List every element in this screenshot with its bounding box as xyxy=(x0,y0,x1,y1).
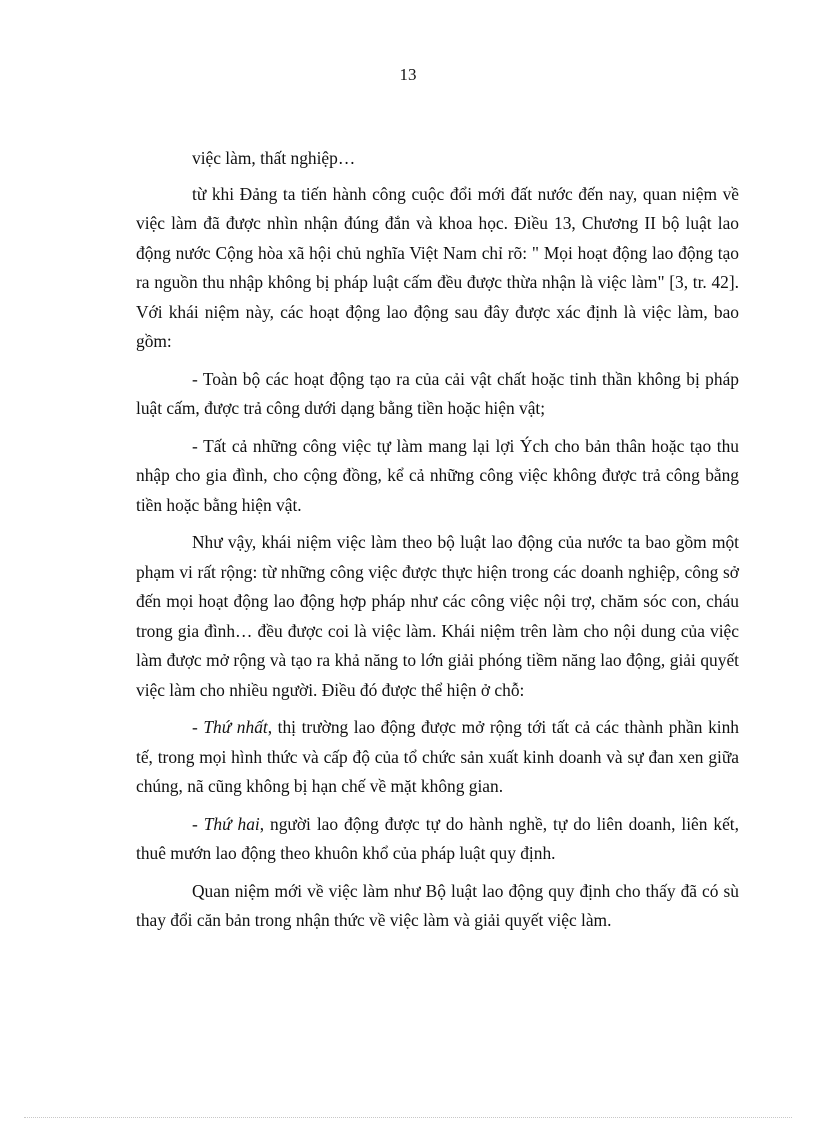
body-text xyxy=(136,144,739,944)
list-dash: - xyxy=(192,813,204,834)
emphasis-first: Thứ nhất xyxy=(203,717,268,737)
list-item-second xyxy=(136,810,739,869)
list-item-first xyxy=(136,713,739,802)
page-number: 13 xyxy=(399,65,417,84)
list-dash: - xyxy=(192,717,204,737)
list-item-material-work: - Toàn bộ các hoạt động tạo ra của cải vật chất hoặc tinh thần không bị pháp luật cấm, được trả công dưới dạng bằng tiền hoặc hiện vật; xyxy=(136,368,739,418)
paragraph-scope: Như vậy, khái niệm việc làm theo bộ luật lao động của nước ta bao gồm một phạm vi rất rộng: từ những công việc được thực hiện trong các doanh nghiệp, công sở đến mọi hoạt động lao động hợp pháp như các công việc nội trợ, chăm sóc con, cháu trong gia đình… đều được coi là việc làm. Khái niệm trên làm cho nội dung của việc làm được mở rộng và tạo ra khả năng to lớn giải phóng tiềm năng lao động, giải quyết việc làm cho nhiều người. Điều đó được thể hiện ở chỗ: xyxy=(136,532,739,700)
list-item-second-text: , người lao động được tự do hành nghề, tự do liên doanh, liên kết, thuê mướn lao động theo khuôn khổ của pháp luật quy định. xyxy=(136,813,739,863)
list-item-self-employment: - Tất cả những công việc tự làm mang lại lợi Ých cho bản thân hoặc tạo thu nhập cho gia đình, cho cộng đồng, kể cả những công việc không được trả công bằng tiền hoặc bằng hiện vật. xyxy=(136,435,739,515)
paragraph-conclusion: Quan niệm mới về việc làm như Bộ luật lao động quy định cho thấy đã có sù thay đổi căn bản trong nhận thức về việc làm và giải quyết việc làm. xyxy=(136,880,739,930)
page-bottom-divider xyxy=(24,1117,792,1118)
paragraph-continuation: việc làm, thất nghiệp… xyxy=(192,148,356,168)
paragraph-definition: từ khi Đảng ta tiến hành công cuộc đổi mới đất nước đến nay, quan niệm về việc làm đã được nhìn nhận đúng đắn và khoa học. Điều 13, Chương II bộ luật lao động nước Cộng hòa xã hội chủ nghĩa Việt Nam chỉ rõ: " Mọi hoạt động lao động tạo ra nguồn thu nhập không bị pháp luật cấm đều được thừa nhận là việc làm" [3, tr. 42]. Với khái niệm này, các hoạt động lao động sau đây được xác định là việc làm, bao gồm: xyxy=(136,183,739,351)
list-item-first-text: , thị trường lao động được mở rộng tới tất cả các thành phần kinh tế, trong mọi hình thức và cấp độ của tổ chức sản xuất kinh doanh và sự đan xen giữa chúng, nã cũng không bị hạn chế về mặt không gian. xyxy=(136,717,740,796)
emphasis-second: Thứ hai xyxy=(203,813,260,834)
